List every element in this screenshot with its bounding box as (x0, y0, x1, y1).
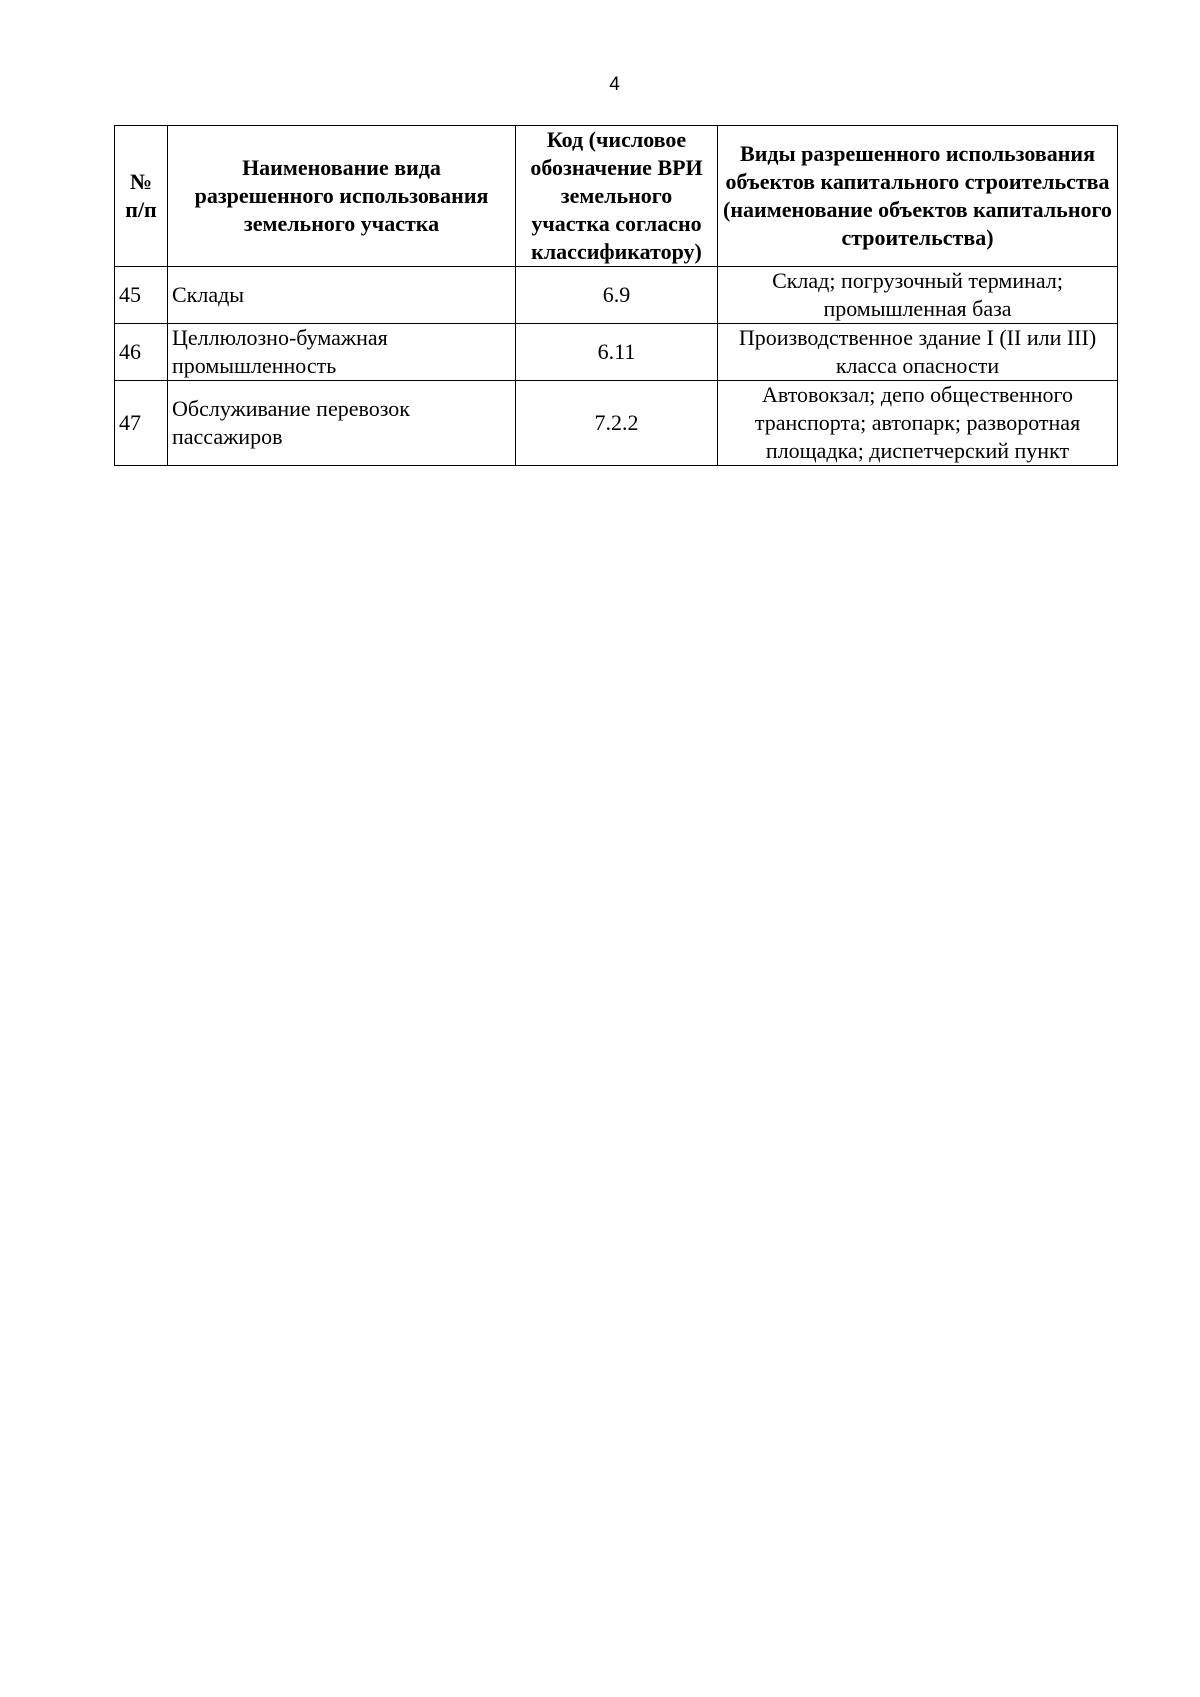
header-objects: Виды разрешенного использования объектов капитального строительства (наименование объектов капитального строительства) (718, 126, 1118, 267)
land-use-table (114, 125, 1118, 466)
table-row (115, 381, 1118, 466)
row-number: 45 (115, 267, 168, 324)
row-number: 47 (115, 381, 168, 466)
table-header-row (115, 126, 1118, 267)
page-number: 4 (609, 74, 620, 95)
header-num: № п/п (115, 126, 168, 267)
land-use-name: Обслуживание перевозок пассажиров (168, 381, 516, 466)
classifier-code: 7.2.2 (516, 381, 718, 466)
header-name: Наименование вида разрешенного использования земельного участка (168, 126, 516, 267)
construction-objects: Автовокзал; депо общественного транспорта; автопарк; разворотная площадка; диспетчерский пункт (718, 381, 1118, 466)
table-row (115, 324, 1118, 381)
land-use-name: Целлюлозно-бумажная промышленность (168, 324, 516, 381)
classifier-code: 6.9 (516, 267, 718, 324)
land-use-name: Склады (168, 267, 516, 324)
row-number: 46 (115, 324, 168, 381)
classifier-code: 6.11 (516, 324, 718, 381)
table-row (115, 267, 1118, 324)
construction-objects: Склад; погрузочный терминал; промышленная база (718, 267, 1118, 324)
construction-objects: Производственное здание I (II или III) класса опасности (718, 324, 1118, 381)
header-code: Код (числовое обозначение ВРИ земельного участка согласно классификатору) (516, 126, 718, 267)
